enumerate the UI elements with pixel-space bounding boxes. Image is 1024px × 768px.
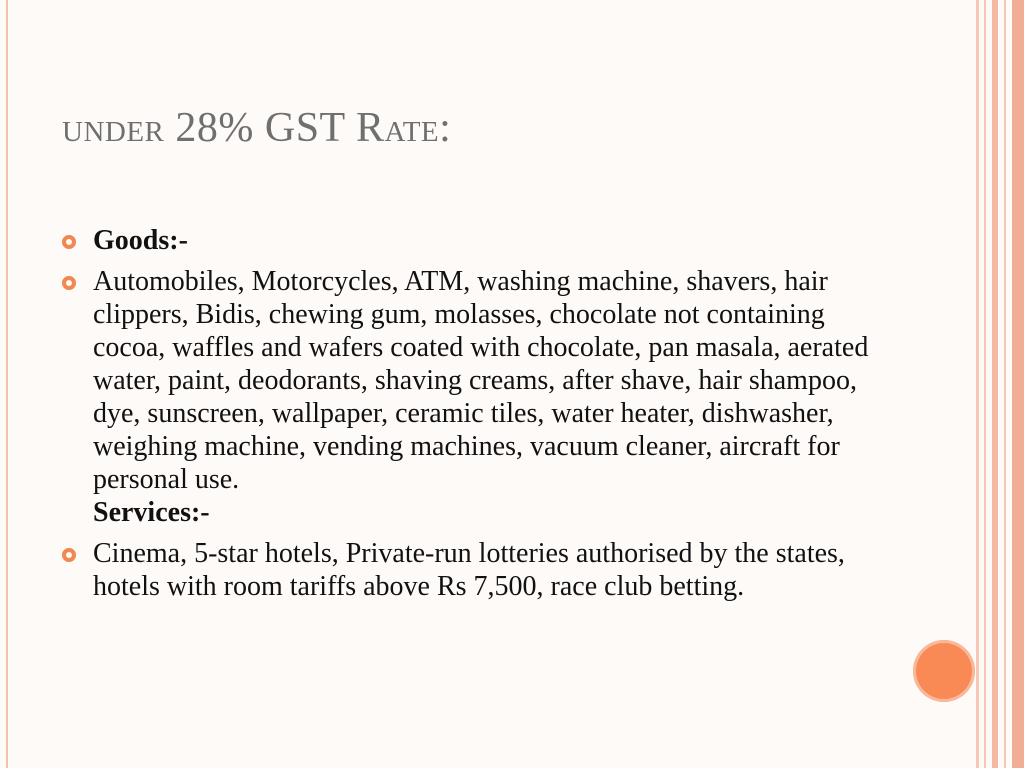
services-heading: Services:- xyxy=(93,497,210,528)
bullet-item-goods-list xyxy=(62,265,902,529)
left-decorative-rule xyxy=(6,0,8,768)
bullet-icon xyxy=(62,235,76,249)
decorative-stripe xyxy=(1012,0,1024,768)
decorative-stripe xyxy=(1004,0,1006,768)
orange-circle-decoration xyxy=(913,640,975,702)
bullet-icon xyxy=(62,276,76,290)
goods-heading: Goods:- xyxy=(93,225,188,256)
bullet-icon xyxy=(62,548,76,562)
slide-title: under 28% GST Rate: xyxy=(62,105,452,151)
services-list-text: Cinema, 5-star hotels, Private-run lotteries authorised by the states, hotels with room tariffs above Rs 7,500, race club betting. xyxy=(93,538,845,602)
bullet-item-goods-heading xyxy=(62,224,902,257)
right-decorative-stripes xyxy=(976,0,1024,768)
bullet-list xyxy=(62,224,902,603)
decorative-stripe xyxy=(976,0,979,768)
bullet-item-services-list xyxy=(62,537,902,603)
decorative-stripe xyxy=(984,0,986,768)
decorative-stripe xyxy=(992,0,998,768)
goods-list-text: Automobiles, Motorcycles, ATM, washing machine, shavers, hair clippers, Bidis, chewing gum, molasses, chocolate not containing cocoa, waffles and wafers coated with chocolate, pan masala, aerated water, paint, deodorants, shaving creams, after shave, hair shampoo, dye, sunscreen, wallpaper, ceramic tiles, water heater, dishwasher, weighing machine, vending machines, vacuum cleaner, aircraft for personal use. xyxy=(93,266,869,495)
